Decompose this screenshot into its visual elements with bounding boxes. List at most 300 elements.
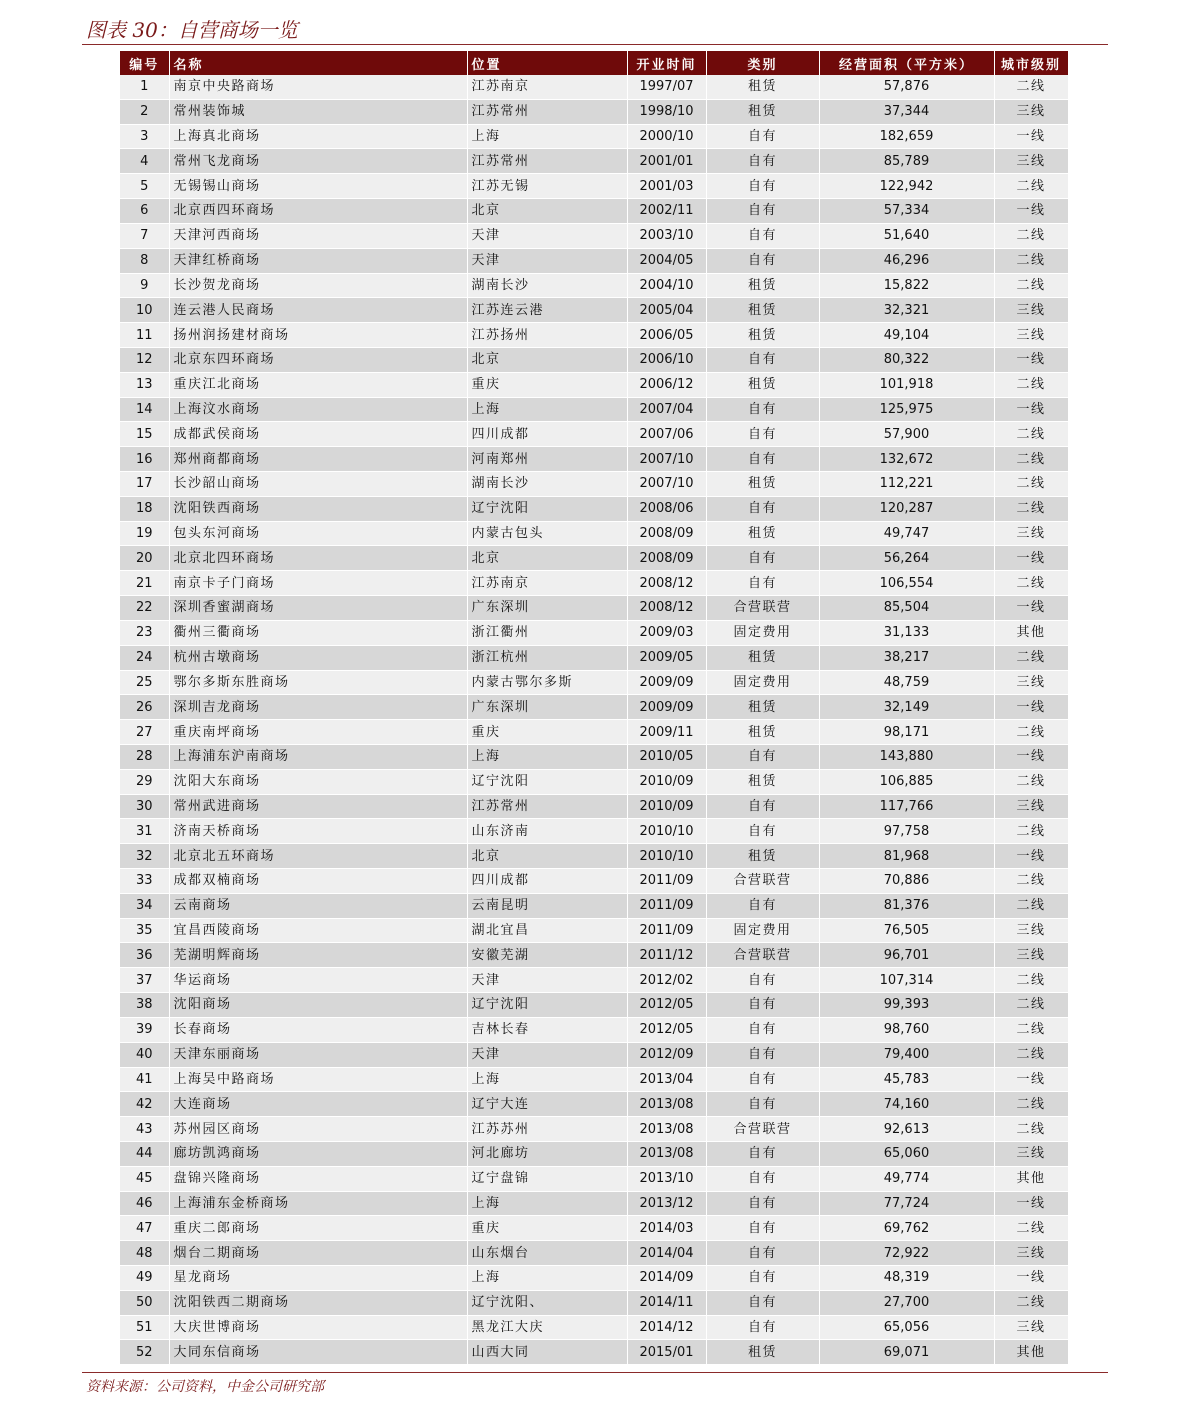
cell-city-tier: 二线	[994, 819, 1068, 844]
cell-area: 48,759	[819, 670, 994, 695]
table-row	[120, 149, 1068, 174]
cell-id: 17	[120, 472, 169, 497]
cell-name: 重庆二郎商场	[169, 1216, 467, 1241]
cell-id: 42	[120, 1092, 169, 1117]
cell-open-date: 2004/10	[627, 273, 706, 298]
cell-city-tier: 二线	[994, 75, 1068, 99]
cell-name: 北京北四环商场	[169, 546, 467, 571]
cell-location: 重庆	[467, 372, 627, 397]
table-row	[120, 372, 1068, 397]
cell-open-date: 2004/05	[627, 248, 706, 273]
cell-name: 扬州润扬建材商场	[169, 323, 467, 348]
cell-open-date: 2014/04	[627, 1241, 706, 1266]
cell-id: 28	[120, 744, 169, 769]
cell-open-date: 2014/09	[627, 1266, 706, 1291]
cell-name: 重庆南坪商场	[169, 720, 467, 745]
cell-open-date: 2013/08	[627, 1092, 706, 1117]
cell-city-tier: 一线	[994, 1067, 1068, 1092]
cell-city-tier: 一线	[994, 744, 1068, 769]
cell-area: 80,322	[819, 347, 994, 372]
cell-type: 自有	[706, 1042, 819, 1067]
cell-name: 廊坊凯鸿商场	[169, 1141, 467, 1166]
cell-type: 自有	[706, 347, 819, 372]
cell-id: 34	[120, 893, 169, 918]
cell-id: 36	[120, 943, 169, 968]
cell-area: 106,885	[819, 769, 994, 794]
cell-area: 76,505	[819, 918, 994, 943]
cell-city-tier: 二线	[994, 993, 1068, 1018]
source-note: 资料来源：公司资料，中金公司研究部	[86, 1379, 324, 1395]
cell-location: 江苏常州	[467, 99, 627, 124]
cell-city-tier: 三线	[994, 99, 1068, 124]
cell-area: 132,672	[819, 447, 994, 472]
cell-name: 沈阳铁西商场	[169, 496, 467, 521]
cell-name: 云南商场	[169, 893, 467, 918]
cell-name: 深圳吉龙商场	[169, 695, 467, 720]
cell-type: 自有	[706, 174, 819, 199]
cell-area: 27,700	[819, 1290, 994, 1315]
cell-area: 51,640	[819, 223, 994, 248]
cell-area: 69,762	[819, 1216, 994, 1241]
cell-type: 固定费用	[706, 918, 819, 943]
cell-name: 大庆世博商场	[169, 1315, 467, 1340]
table-row	[120, 298, 1068, 323]
cell-open-date: 2014/12	[627, 1315, 706, 1340]
cell-area: 65,056	[819, 1315, 994, 1340]
cell-city-tier: 二线	[994, 1290, 1068, 1315]
table-row	[120, 347, 1068, 372]
cell-city-tier: 三线	[994, 918, 1068, 943]
cell-type: 自有	[706, 397, 819, 422]
cell-city-tier: 二线	[994, 968, 1068, 993]
cell-location: 辽宁沈阳	[467, 496, 627, 521]
cell-id: 1	[120, 75, 169, 99]
cell-type: 自有	[706, 149, 819, 174]
cell-location: 江苏无锡	[467, 174, 627, 199]
cell-type: 合营联营	[706, 943, 819, 968]
cell-id: 40	[120, 1042, 169, 1067]
cell-city-tier: 一线	[994, 1191, 1068, 1216]
cell-name: 上海汶水商场	[169, 397, 467, 422]
cell-area: 125,975	[819, 397, 994, 422]
cell-name: 大同东信商场	[169, 1340, 467, 1365]
cell-type: 自有	[706, 993, 819, 1018]
cell-location: 天津	[467, 1042, 627, 1067]
cell-open-date: 2001/01	[627, 149, 706, 174]
cell-name: 天津河西商场	[169, 223, 467, 248]
cell-id: 39	[120, 1017, 169, 1042]
cell-type: 租赁	[706, 695, 819, 720]
column-header: 编号	[120, 51, 169, 75]
table-row	[120, 670, 1068, 695]
cell-name: 天津东丽商场	[169, 1042, 467, 1067]
cell-city-tier: 其他	[994, 1340, 1068, 1365]
cell-location: 广东深圳	[467, 695, 627, 720]
cell-type: 租赁	[706, 769, 819, 794]
cell-location: 江苏连云港	[467, 298, 627, 323]
cell-city-tier: 一线	[994, 347, 1068, 372]
cell-open-date: 2001/03	[627, 174, 706, 199]
cell-area: 81,968	[819, 844, 994, 869]
cell-area: 101,918	[819, 372, 994, 397]
cell-location: 辽宁沈阳、	[467, 1290, 627, 1315]
cell-city-tier: 三线	[994, 149, 1068, 174]
cell-type: 租赁	[706, 521, 819, 546]
cell-name: 北京北五环商场	[169, 844, 467, 869]
cell-location: 内蒙古包头	[467, 521, 627, 546]
cell-location: 浙江杭州	[467, 645, 627, 670]
cell-city-tier: 二线	[994, 1092, 1068, 1117]
cell-area: 57,876	[819, 75, 994, 99]
cell-type: 自有	[706, 1266, 819, 1291]
cell-type: 合营联营	[706, 596, 819, 621]
cell-name: 北京西四环商场	[169, 199, 467, 224]
cell-type: 自有	[706, 248, 819, 273]
cell-open-date: 2010/09	[627, 769, 706, 794]
cell-open-date: 2007/04	[627, 397, 706, 422]
cell-type: 自有	[706, 1191, 819, 1216]
cell-type: 自有	[706, 1315, 819, 1340]
cell-area: 143,880	[819, 744, 994, 769]
cell-city-tier: 三线	[994, 1141, 1068, 1166]
cell-name: 南京卡子门商场	[169, 571, 467, 596]
cell-id: 30	[120, 794, 169, 819]
cell-id: 2	[120, 99, 169, 124]
cell-city-tier: 二线	[994, 372, 1068, 397]
cell-type: 自有	[706, 968, 819, 993]
cell-type: 自有	[706, 1067, 819, 1092]
table-row	[120, 844, 1068, 869]
cell-name: 上海浦东金桥商场	[169, 1191, 467, 1216]
table-row	[120, 397, 1068, 422]
cell-city-tier: 二线	[994, 223, 1068, 248]
cell-name: 济南天桥商场	[169, 819, 467, 844]
cell-area: 77,724	[819, 1191, 994, 1216]
cell-name: 南京中央路商场	[169, 75, 467, 99]
cell-area: 56,264	[819, 546, 994, 571]
cell-id: 13	[120, 372, 169, 397]
cell-city-tier: 二线	[994, 720, 1068, 745]
cell-location: 北京	[467, 347, 627, 372]
cell-city-tier: 二线	[994, 571, 1068, 596]
cell-location: 湖北宜昌	[467, 918, 627, 943]
table-row	[120, 1340, 1068, 1365]
cell-name: 包头东河商场	[169, 521, 467, 546]
cell-open-date: 2008/12	[627, 596, 706, 621]
cell-name: 无锡锡山商场	[169, 174, 467, 199]
table-body	[120, 75, 1068, 1365]
table-row	[120, 248, 1068, 273]
cell-area: 85,504	[819, 596, 994, 621]
table-row	[120, 645, 1068, 670]
cell-location: 重庆	[467, 720, 627, 745]
cell-id: 50	[120, 1290, 169, 1315]
cell-area: 48,319	[819, 1266, 994, 1291]
cell-area: 120,287	[819, 496, 994, 521]
cell-id: 29	[120, 769, 169, 794]
cell-location: 安徽芜湖	[467, 943, 627, 968]
cell-open-date: 2010/05	[627, 744, 706, 769]
cell-type: 租赁	[706, 273, 819, 298]
cell-area: 79,400	[819, 1042, 994, 1067]
cell-location: 北京	[467, 199, 627, 224]
cell-open-date: 2013/04	[627, 1067, 706, 1092]
cell-city-tier: 二线	[994, 472, 1068, 497]
cell-area: 49,774	[819, 1166, 994, 1191]
column-header: 类别	[706, 51, 819, 75]
table-row	[120, 968, 1068, 993]
cell-id: 48	[120, 1241, 169, 1266]
cell-name: 烟台二期商场	[169, 1241, 467, 1266]
table-row	[120, 744, 1068, 769]
cell-open-date: 2012/09	[627, 1042, 706, 1067]
table-row	[120, 869, 1068, 894]
cell-id: 6	[120, 199, 169, 224]
cell-area: 107,314	[819, 968, 994, 993]
table-row	[120, 620, 1068, 645]
cell-open-date: 2011/09	[627, 918, 706, 943]
column-header: 城市级别	[994, 51, 1068, 75]
cell-type: 自有	[706, 422, 819, 447]
cell-name: 常州飞龙商场	[169, 149, 467, 174]
cell-area: 97,758	[819, 819, 994, 844]
table-row	[120, 496, 1068, 521]
table-row	[120, 323, 1068, 348]
cell-type: 租赁	[706, 298, 819, 323]
cell-type: 自有	[706, 571, 819, 596]
table-row	[120, 422, 1068, 447]
cell-id: 45	[120, 1166, 169, 1191]
cell-type: 自有	[706, 794, 819, 819]
cell-id: 18	[120, 496, 169, 521]
cell-open-date: 2011/09	[627, 893, 706, 918]
cell-city-tier: 一线	[994, 199, 1068, 224]
cell-name: 星龙商场	[169, 1266, 467, 1291]
cell-open-date: 2013/08	[627, 1117, 706, 1142]
table-row	[120, 1266, 1068, 1291]
cell-location: 北京	[467, 844, 627, 869]
cell-city-tier: 二线	[994, 1042, 1068, 1067]
cell-area: 65,060	[819, 1141, 994, 1166]
cell-id: 15	[120, 422, 169, 447]
table-row	[120, 546, 1068, 571]
table-row	[120, 1092, 1068, 1117]
cell-type: 租赁	[706, 75, 819, 99]
cell-id: 32	[120, 844, 169, 869]
cell-id: 8	[120, 248, 169, 273]
cell-city-tier: 二线	[994, 645, 1068, 670]
table-row	[120, 1290, 1068, 1315]
table-row	[120, 521, 1068, 546]
cell-open-date: 2015/01	[627, 1340, 706, 1365]
cell-id: 49	[120, 1266, 169, 1291]
cell-area: 69,071	[819, 1340, 994, 1365]
table-row	[120, 571, 1068, 596]
cell-open-date: 2011/12	[627, 943, 706, 968]
cell-city-tier: 二线	[994, 869, 1068, 894]
cell-type: 租赁	[706, 372, 819, 397]
cell-name: 长沙贺龙商场	[169, 273, 467, 298]
cell-id: 43	[120, 1117, 169, 1142]
table-row	[120, 174, 1068, 199]
cell-name: 连云港人民商场	[169, 298, 467, 323]
cell-location: 天津	[467, 223, 627, 248]
cell-open-date: 2006/10	[627, 347, 706, 372]
table-row	[120, 447, 1068, 472]
cell-id: 22	[120, 596, 169, 621]
cell-name: 大连商场	[169, 1092, 467, 1117]
cell-id: 47	[120, 1216, 169, 1241]
cell-location: 四川成都	[467, 869, 627, 894]
cell-id: 44	[120, 1141, 169, 1166]
cell-open-date: 2007/10	[627, 472, 706, 497]
cell-type: 自有	[706, 819, 819, 844]
cell-type: 自有	[706, 1166, 819, 1191]
cell-type: 自有	[706, 1017, 819, 1042]
cell-open-date: 1998/10	[627, 99, 706, 124]
mall-table	[120, 51, 1069, 1365]
cell-name: 芜湖明辉商场	[169, 943, 467, 968]
cell-id: 7	[120, 223, 169, 248]
cell-name: 上海真北商场	[169, 124, 467, 149]
cell-name: 盘锦兴隆商场	[169, 1166, 467, 1191]
cell-city-tier: 三线	[994, 1241, 1068, 1266]
cell-open-date: 2012/05	[627, 1017, 706, 1042]
cell-location: 北京	[467, 546, 627, 571]
cell-name: 长沙韶山商场	[169, 472, 467, 497]
cell-open-date: 2007/10	[627, 447, 706, 472]
cell-name: 北京东四环商场	[169, 347, 467, 372]
cell-city-tier: 二线	[994, 1216, 1068, 1241]
cell-area: 32,321	[819, 298, 994, 323]
cell-location: 山东烟台	[467, 1241, 627, 1266]
cell-type: 租赁	[706, 1340, 819, 1365]
cell-type: 自有	[706, 124, 819, 149]
cell-location: 黑龙江大庆	[467, 1315, 627, 1340]
cell-location: 江苏扬州	[467, 323, 627, 348]
cell-id: 33	[120, 869, 169, 894]
cell-name: 华运商场	[169, 968, 467, 993]
cell-id: 46	[120, 1191, 169, 1216]
cell-type: 租赁	[706, 323, 819, 348]
cell-id: 26	[120, 695, 169, 720]
cell-name: 上海浦东沪南商场	[169, 744, 467, 769]
cell-open-date: 2014/11	[627, 1290, 706, 1315]
cell-area: 96,701	[819, 943, 994, 968]
cell-city-tier: 二线	[994, 893, 1068, 918]
cell-location: 吉林长春	[467, 1017, 627, 1042]
cell-id: 10	[120, 298, 169, 323]
cell-open-date: 2011/09	[627, 869, 706, 894]
table-row	[120, 695, 1068, 720]
cell-name: 天津红桥商场	[169, 248, 467, 273]
cell-open-date: 2002/11	[627, 199, 706, 224]
cell-open-date: 2005/04	[627, 298, 706, 323]
cell-city-tier: 一线	[994, 695, 1068, 720]
cell-open-date: 2007/06	[627, 422, 706, 447]
cell-location: 湖南长沙	[467, 472, 627, 497]
cell-name: 沈阳大东商场	[169, 769, 467, 794]
cell-location: 山西大同	[467, 1340, 627, 1365]
cell-name: 郑州商都商场	[169, 447, 467, 472]
cell-name: 重庆江北商场	[169, 372, 467, 397]
cell-id: 35	[120, 918, 169, 943]
table-row	[120, 769, 1068, 794]
cell-id: 24	[120, 645, 169, 670]
cell-id: 12	[120, 347, 169, 372]
cell-location: 天津	[467, 968, 627, 993]
table-row	[120, 1067, 1068, 1092]
table-header-row	[120, 51, 1068, 75]
table-row	[120, 794, 1068, 819]
cell-location: 江苏常州	[467, 149, 627, 174]
cell-open-date: 2009/03	[627, 620, 706, 645]
cell-name: 深圳香蜜湖商场	[169, 596, 467, 621]
cell-area: 182,659	[819, 124, 994, 149]
cell-open-date: 2000/10	[627, 124, 706, 149]
table-row	[120, 1166, 1068, 1191]
cell-area: 57,900	[819, 422, 994, 447]
cell-city-tier: 二线	[994, 1117, 1068, 1142]
cell-type: 租赁	[706, 472, 819, 497]
cell-area: 49,747	[819, 521, 994, 546]
table-row	[120, 893, 1068, 918]
cell-area: 37,344	[819, 99, 994, 124]
cell-area: 74,160	[819, 1092, 994, 1117]
table-row	[120, 1017, 1068, 1042]
cell-area: 72,922	[819, 1241, 994, 1266]
table-row	[120, 993, 1068, 1018]
cell-id: 51	[120, 1315, 169, 1340]
cell-city-tier: 二线	[994, 273, 1068, 298]
cell-area: 32,149	[819, 695, 994, 720]
column-header: 经营面积（平方米）	[819, 51, 994, 75]
table-row	[120, 1315, 1068, 1340]
cell-type: 租赁	[706, 844, 819, 869]
cell-area: 92,613	[819, 1117, 994, 1142]
cell-open-date: 1997/07	[627, 75, 706, 99]
cell-city-tier: 三线	[994, 298, 1068, 323]
column-header: 名称	[169, 51, 467, 75]
cell-city-tier: 三线	[994, 521, 1068, 546]
cell-open-date: 2010/09	[627, 794, 706, 819]
cell-id: 41	[120, 1067, 169, 1092]
table-row	[120, 720, 1068, 745]
table-row	[120, 596, 1068, 621]
cell-name: 成都双楠商场	[169, 869, 467, 894]
cell-location: 上海	[467, 124, 627, 149]
cell-city-tier: 三线	[994, 1315, 1068, 1340]
table-row	[120, 75, 1068, 99]
column-header: 位置	[467, 51, 627, 75]
cell-id: 37	[120, 968, 169, 993]
cell-city-tier: 一线	[994, 596, 1068, 621]
cell-type: 租赁	[706, 645, 819, 670]
cell-name: 衢州三衢商场	[169, 620, 467, 645]
cell-open-date: 2013/08	[627, 1141, 706, 1166]
cell-area: 85,789	[819, 149, 994, 174]
cell-city-tier: 一线	[994, 397, 1068, 422]
cell-area: 117,766	[819, 794, 994, 819]
table-row	[120, 819, 1068, 844]
top-divider	[82, 44, 1108, 45]
cell-city-tier: 一线	[994, 124, 1068, 149]
cell-city-tier: 一线	[994, 1266, 1068, 1291]
table-row	[120, 273, 1068, 298]
cell-area: 31,133	[819, 620, 994, 645]
cell-open-date: 2006/05	[627, 323, 706, 348]
table-row	[120, 943, 1068, 968]
